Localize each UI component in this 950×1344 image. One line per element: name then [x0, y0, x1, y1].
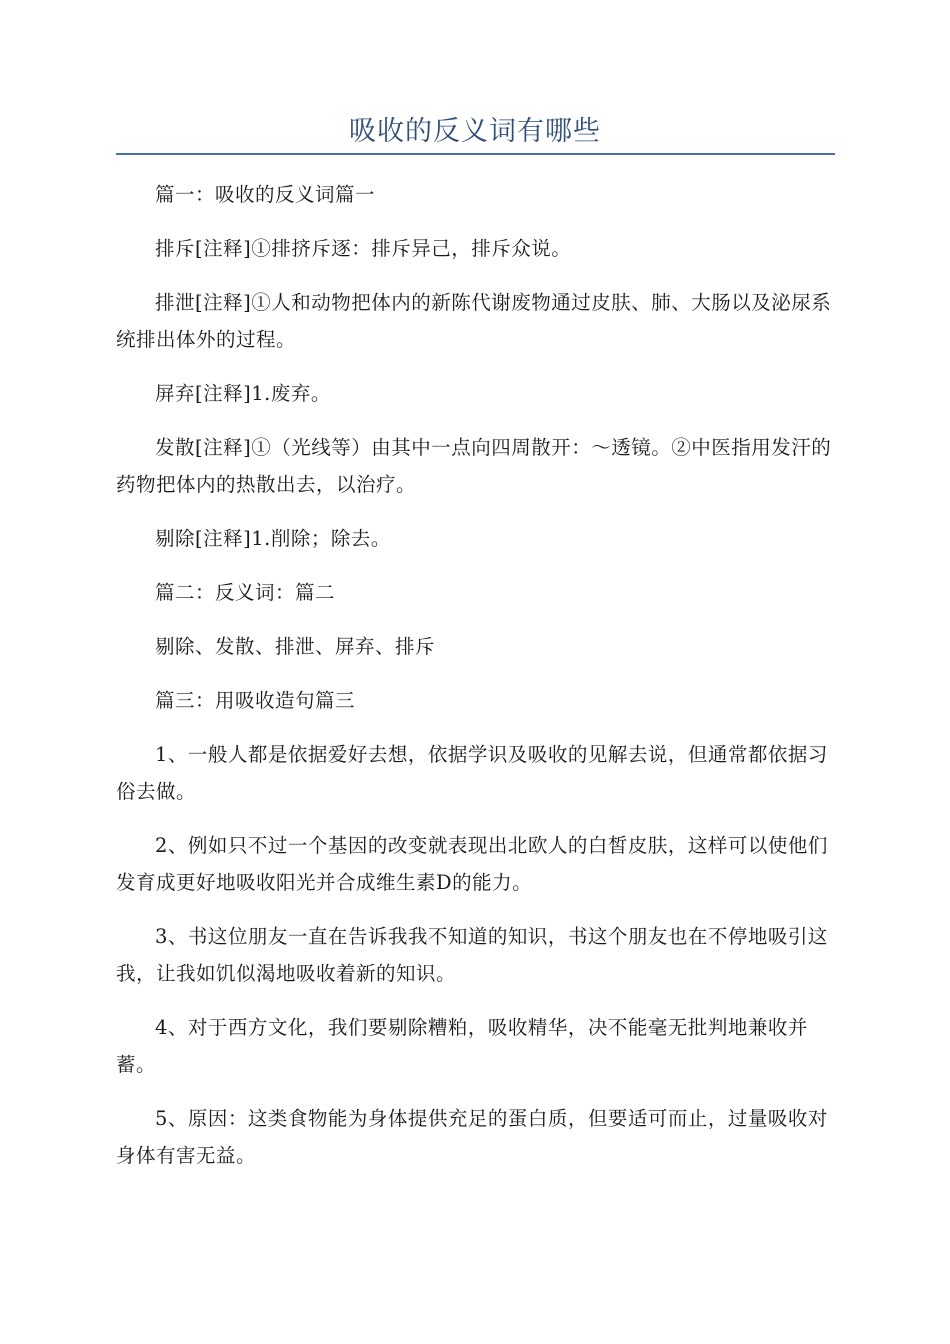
section-heading-3: 篇三：用吸收造句篇三: [155, 689, 356, 712]
paragraph: 排斥[注释]①排挤斥逐：排斥异己，排斥众说。: [155, 237, 572, 260]
list-item: 5、原因：这类食物能为身体提供充足的蛋白质，但要适可而止，过量吸收对身体有害无益。: [116, 1107, 828, 1167]
paragraph: 剔除[注释]1.削除；除去。: [155, 527, 391, 550]
paragraph: 剔除、发散、排泄、屏弃、排斥: [155, 635, 436, 658]
section-heading-1: 篇一：吸收的反义词篇一: [155, 183, 376, 206]
paragraph: 排泄[注释]①人和动物把体内的新陈代谢废物通过皮肤、肺、大肠以及泌尿系统排出体外的过程。: [116, 291, 832, 351]
title-underline: [116, 153, 835, 155]
paragraph: 屏弃[注释]1.废弃。: [155, 382, 331, 405]
list-item: 4、对于西方文化，我们要剔除糟粕，吸收精华，决不能毫无批判地兼收并蓄。: [116, 1016, 808, 1076]
document-title: 吸收的反义词有哪些: [349, 116, 601, 147]
list-item: 3、书这位朋友一直在告诉我我不知道的知识，书这个朋友也在不停地吸引这我，让我如饥似渴地吸收着新的知识。: [116, 925, 828, 985]
list-item: 1、一般人都是依据爱好去想，依据学识及吸收的见解去说，但通常都依据习俗去做。: [116, 743, 828, 803]
list-item: 2、例如只不过一个基因的改变就表现出北欧人的白皙皮肤，这样可以使他们发育成更好地吸收阳光并合成维生素D的能力。: [116, 834, 828, 894]
section-heading-2: 篇二：反义词：篇二: [155, 581, 336, 604]
paragraph: 发散[注释]①（光线等）由其中一点向四周散开：～透镜。②中医指用发汗的药物把体内的热散出去，以治疗。: [116, 436, 832, 496]
document-body: [116, 176, 835, 1191]
